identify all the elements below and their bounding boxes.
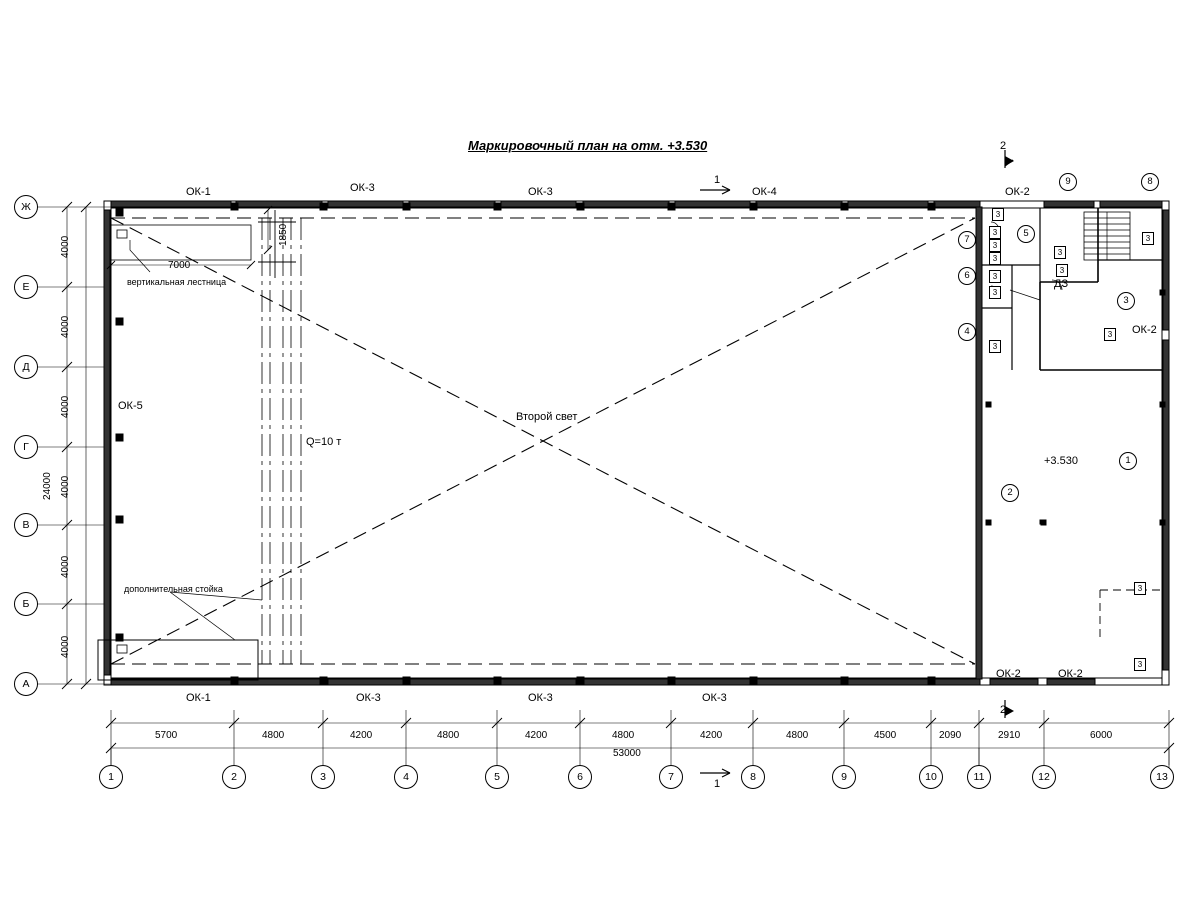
axis-bubble-v: В xyxy=(14,513,38,537)
axis-bubble-g: Г xyxy=(14,435,38,459)
dim-bottom-3: 4200 xyxy=(350,730,373,741)
axis-bubble-7: 7 xyxy=(659,765,683,789)
room-marker-8: 8 xyxy=(1141,173,1159,191)
square-marker-3: 3 xyxy=(989,270,1001,283)
axis-bubble-5: 5 xyxy=(485,765,509,789)
axis-bubble-3: 3 xyxy=(311,765,335,789)
section-mark-1-top: 1 xyxy=(714,174,721,186)
annotation-vertical-ladder: вертикальная лестница xyxy=(127,277,227,287)
section-mark-1-bottom: 1 xyxy=(714,778,721,790)
dim-bottom-2: 4800 xyxy=(262,730,285,741)
square-marker-3: 3 xyxy=(989,252,1001,265)
dim-inner-7000: 7000 xyxy=(168,260,191,271)
window-label-bottom-ok3-a: ОК-3 xyxy=(356,692,381,704)
window-label-bottom-ok3-c: ОК-3 xyxy=(702,692,727,704)
drawing-title: Маркировочный план на отм. +3.530 xyxy=(468,138,708,153)
axis-bubble-12: 12 xyxy=(1032,765,1056,789)
room-marker-2: 2 xyxy=(1001,484,1019,502)
window-label-bottom-ok2-a: ОК-2 xyxy=(996,668,1021,680)
axis-bubble-2: 2 xyxy=(222,765,246,789)
axis-bubble-zh: Ж xyxy=(14,195,38,219)
square-marker-3: 3 xyxy=(989,226,1001,239)
dim-left-6: 4000 xyxy=(60,635,71,658)
annotation-crane-capacity: Q=10 т xyxy=(306,436,342,448)
square-marker-3: 3 xyxy=(992,208,1004,221)
room-marker-6: 6 xyxy=(958,267,976,285)
dim-left-total: 24000 xyxy=(42,472,53,500)
square-marker-3: 3 xyxy=(989,286,1001,299)
window-label-top-ok2: ОК-2 xyxy=(1005,186,1030,198)
annotation-door-dz: ДЗ xyxy=(1054,278,1069,290)
axis-bubble-a: А xyxy=(14,672,38,696)
axis-bubble-4: 4 xyxy=(394,765,418,789)
axis-bubble-9: 9 xyxy=(832,765,856,789)
square-marker-3: 3 xyxy=(1134,582,1146,595)
room-marker-7: 7 xyxy=(958,231,976,249)
dim-bottom-6: 4800 xyxy=(612,730,635,741)
dim-bottom-5: 4200 xyxy=(525,730,548,741)
window-label-bottom-ok1: ОК-1 xyxy=(186,692,211,704)
dim-bottom-4: 4800 xyxy=(437,730,460,741)
dim-left-4: 4000 xyxy=(60,475,71,498)
section-mark-2-bottom: 2 xyxy=(1000,704,1007,716)
square-marker-3: 3 xyxy=(1142,232,1154,245)
axis-bubble-8: 8 xyxy=(741,765,765,789)
window-label-top-ok1: ОК-1 xyxy=(186,186,211,198)
dim-left-3: 4000 xyxy=(60,395,71,418)
room-marker-3: 3 xyxy=(1117,292,1135,310)
dim-bottom-11: 2910 xyxy=(998,730,1021,741)
axis-bubble-1: 1 xyxy=(99,765,123,789)
dim-bottom-total: 53000 xyxy=(613,748,641,759)
dim-left-1: 4000 xyxy=(60,235,71,258)
window-label-left-ok5: ОК-5 xyxy=(118,400,143,412)
window-label-top-ok4: ОК-4 xyxy=(752,186,777,198)
square-marker-3: 3 xyxy=(1056,264,1068,277)
window-label-right-ok2: ОК-2 xyxy=(1132,324,1157,336)
dim-bottom-7: 4200 xyxy=(700,730,723,741)
annotation-second-light: Второй свет xyxy=(516,411,578,423)
axis-bubble-11: 11 xyxy=(967,765,991,789)
room-marker-1: 1 xyxy=(1119,452,1137,470)
annotation-additional-post: дополнительная стойка xyxy=(124,584,223,594)
room-marker-5: 5 xyxy=(1017,225,1035,243)
axis-bubble-d: Д xyxy=(14,355,38,379)
dim-left-5: 4000 xyxy=(60,555,71,578)
room-marker-4: 4 xyxy=(958,323,976,341)
window-label-bottom-ok3-b: ОК-3 xyxy=(528,692,553,704)
dim-bottom-10: 2090 xyxy=(939,730,962,741)
window-label-top-ok3-a: ОК-3 xyxy=(350,182,375,194)
square-marker-3: 3 xyxy=(1134,658,1146,671)
dim-bottom-9: 4500 xyxy=(874,730,897,741)
axis-bubble-b: Б xyxy=(14,592,38,616)
axis-bubble-e: Е xyxy=(14,275,38,299)
axis-bubble-10: 10 xyxy=(919,765,943,789)
section-mark-2-top: 2 xyxy=(1000,140,1007,152)
axis-bubble-6: 6 xyxy=(568,765,592,789)
window-label-top-ok3-b: ОК-3 xyxy=(528,186,553,198)
square-marker-3: 3 xyxy=(989,340,1001,353)
square-marker-3: 3 xyxy=(1054,246,1066,259)
axis-bubble-13: 13 xyxy=(1150,765,1174,789)
annotation-level-mark: +3.530 xyxy=(1044,455,1078,467)
dim-bottom-8: 4800 xyxy=(786,730,809,741)
dim-bottom-12: 6000 xyxy=(1090,730,1113,741)
square-marker-3: 3 xyxy=(989,239,1001,252)
dim-bottom-1: 5700 xyxy=(155,730,178,741)
window-label-bottom-ok2-b: ОК-2 xyxy=(1058,668,1083,680)
dim-left-2: 4000 xyxy=(60,315,71,338)
dim-inner-1850: 1850 xyxy=(278,223,289,246)
square-marker-3: 3 xyxy=(1104,328,1116,341)
room-marker-9: 9 xyxy=(1059,173,1077,191)
